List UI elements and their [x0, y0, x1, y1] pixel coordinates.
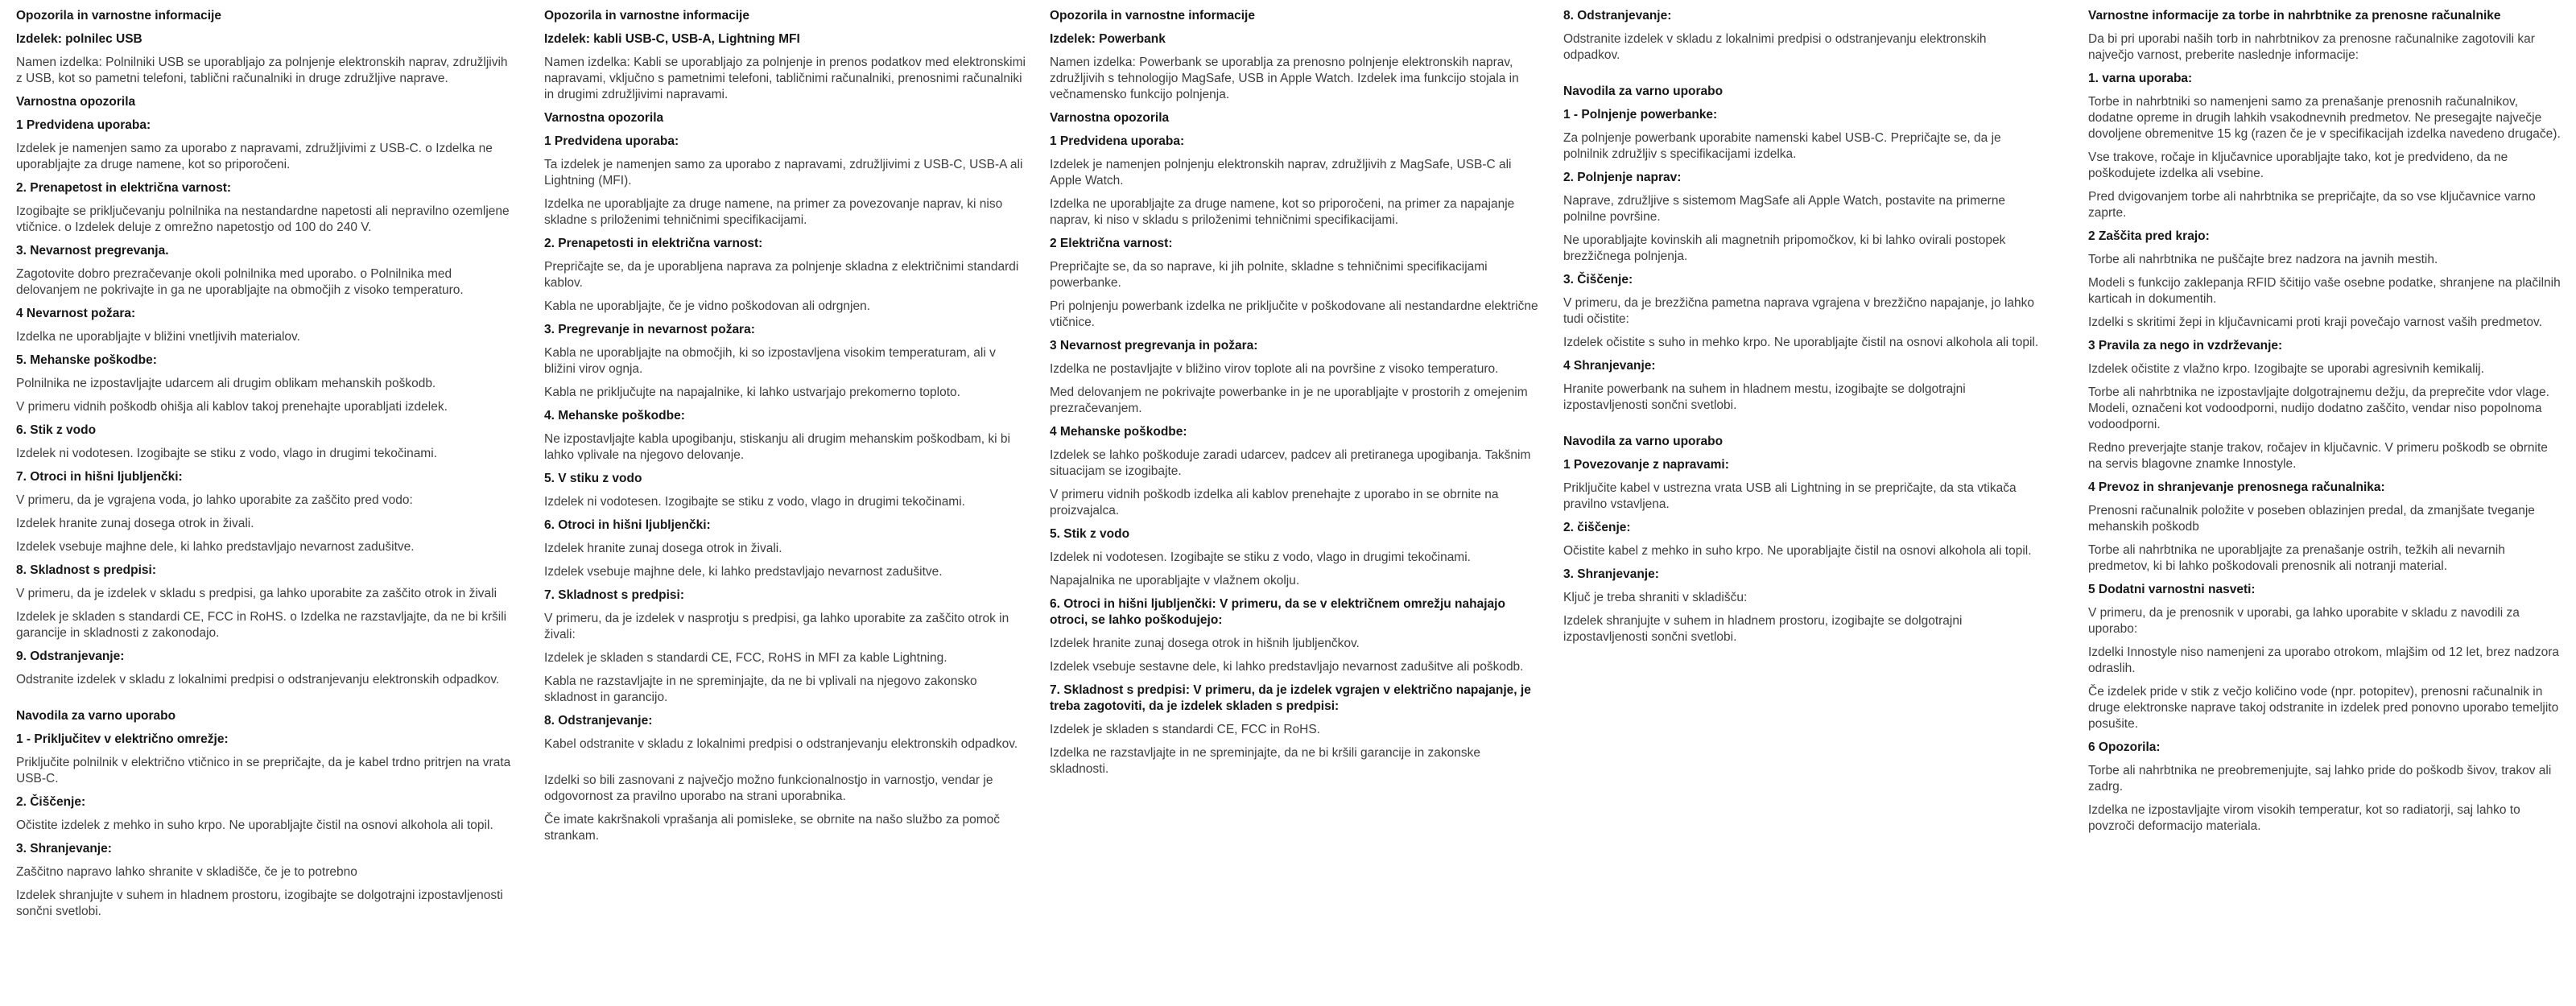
- paragraph: Izdelek je skladen s standardi CE, FCC in RoHS. o Izdelka ne razstavljajte, da ne bi kršili garancije in skladnosti z zakonodajo.: [16, 610, 507, 640]
- paragraph: Prenosni računalnik položite v poseben oblazinjen predal, da zmanjšate tveganje mehanskih poškodb: [2088, 504, 2535, 534]
- paragraph: Odstranite izdelek v skladu z lokalnimi predpisi o odstranjevanju elektronskih odpadkov.: [16, 673, 500, 686]
- section-heading: 6. Otroci in hišni ljubljenčki:: [544, 518, 711, 532]
- section-heading: Varnostna opozorila: [1050, 111, 1170, 125]
- section-heading: Opozorila in varnostne informacije: [544, 9, 749, 23]
- paragraph: Izdelek vsebuje majhne dele, ki lahko predstavljajo nevarnost zadušitve.: [544, 565, 943, 579]
- paragraph: Zagotovite dobro prezračevanje okoli polnilnika med uporabo. o Polnilnika med delovanjem ne pokrivajte in ga ne uporabljajte na območjih z visoko temperaturo.: [16, 267, 464, 297]
- paragraph: Izdelek vsebuje majhne dele, ki lahko predstavljajo nevarnost zadušitve.: [16, 540, 415, 554]
- paragraph: V primeru, da je prenosnik v uporabi, ga lahko uporabite v skladu z navodili za uporabo:: [2088, 606, 2520, 636]
- section-heading: Izdelek: polnilec USB: [16, 32, 142, 46]
- paragraph: Torbe ali nahrbtnika ne puščajte brez nadzora na javnih mestih.: [2088, 253, 2438, 266]
- section-heading: 1 Povezovanje z napravami:: [1563, 458, 1729, 472]
- paragraph: Kabel odstranite v skladu z lokalnimi predpisi o odstranjevanju elektronskih odpadkov.: [544, 737, 1018, 751]
- section-heading: 1 Predvidena uporaba:: [544, 134, 679, 148]
- paragraph: Kabla ne uporabljajte, če je vidno poškodovan ali odrgnjen.: [544, 299, 871, 313]
- section-heading: 3. Nevarnost pregrevanja.: [16, 244, 169, 258]
- paragraph: V primeru, da je vgrajena voda, jo lahko uporabite za zaščito pred vodo:: [16, 493, 413, 507]
- paragraph: Izdelek ni vodotesen. Izogibajte se stiku z vodo, vlago in drugimi tekočinami.: [16, 447, 437, 460]
- paragraph: Namen izdelka: Kabli se uporabljajo za polnjenje in prenos podatkov med elektronskimi napravami, vključno s pametnimi telefoni, tabličnimi računalniki, prenosnimi računalniki in drugimi združljivimi napravami.: [544, 56, 1026, 101]
- paragraph: Izdelek je namenjen polnjenju elektronskih naprav, združljivih z MagSafe, USB-C ali Apple Watch.: [1050, 158, 1512, 188]
- paragraph: Prepričajte se, da je uporabljena naprava za polnjenje skladna z električnimi standardi kablov.: [544, 260, 1019, 290]
- paragraph: Izdelka ne izpostavljajte virom visokih temperatur, kot so radiatorji, saj lahko to povzroči deformacijo materiala.: [2088, 803, 2520, 833]
- paragraph: Izdelek vsebuje sestavne dele, ki lahko predstavljajo nevarnost zadušitve ali poškodb.: [1050, 660, 1524, 674]
- section-heading: 5. Mehanske poškodbe:: [16, 353, 157, 367]
- section-heading: 1 Predvidena uporaba:: [16, 118, 151, 132]
- paragraph: Ključ je treba shraniti v skladišču:: [1563, 591, 1748, 604]
- section-heading: Varnostna opozorila: [544, 111, 664, 125]
- paragraph: Izdelka ne uporabljajte za druge namene, na primer za povezovanje naprav, ki niso skladne s priloženimi tehničnimi specifikacijami.: [544, 197, 1003, 227]
- section-heading: 4 Prevoz in shranjevanje prenosnega računalnika:: [2088, 480, 2385, 494]
- section-gap: [544, 760, 1027, 773]
- paragraph: Namen izdelka: Polnilniki USB se uporabljajo za polnjenje elektronskih naprav, združljivih z USB, kot so pametni telefoni, tablični računalniki in druge združljive naprave.: [16, 56, 508, 85]
- section-heading: Opozorila in varnostne informacije: [16, 9, 221, 23]
- paragraph: Ne izpostavljajte kabla upogibanju, stiskanju ali drugim mehanskim poškodbam, ki bi lahko vplivale na njegovo delovanje.: [544, 432, 1010, 462]
- paragraph: Izdelek shranjujte v suhem in hladnem prostoru, izogibajte se dolgotrajni izpostavljenosti sončni svetlobi.: [16, 888, 503, 918]
- paragraph: Izogibajte se priključevanju polnilnika na nestandardne napetosti ali nepravilno ozemljene vtičnice. o Izdelek deluje z omrežno napetostjo od 100 do 240 V.: [16, 204, 510, 234]
- paragraph: Izdelki s skritimi žepi in ključavnicami proti kraji povečajo varnost vaših predmetov.: [2088, 315, 2542, 329]
- section-heading: 2 Električna varnost:: [1050, 237, 1173, 250]
- section-heading: 3 Pravila za nego in vzdrževanje:: [2088, 339, 2283, 353]
- paragraph: Izdelek je namenjen samo za uporabo z napravami, združljivimi z USB-C. o Izdelka ne uporabljajte za druge namene, kot so priporočeni.: [16, 142, 493, 171]
- section-heading: 2. Prenapetosti in električna varnost:: [544, 237, 763, 250]
- paragraph: Med delovanjem ne pokrivajte powerbanke in je ne uporabljajte v prostorih z omejenim prezračevanjem.: [1050, 385, 1528, 415]
- paragraph: Kabla ne priključujte na napajalnike, ki lahko ustvarjajo prekomerno toploto.: [544, 385, 960, 399]
- section-heading: 4. Mehanske poškodbe:: [544, 409, 685, 423]
- section-heading: 9. Odstranjevanje:: [16, 649, 125, 663]
- section-heading: 1 - Polnjenje powerbanke:: [1563, 108, 1718, 122]
- section-heading: 2. čiščenje:: [1563, 521, 1631, 534]
- paragraph: Izdelek očistite z vlažno krpo. Izogibajte se uporabi agresivnih kemikalij.: [2088, 362, 2484, 376]
- paragraph: Izdelek hranite zunaj dosega otrok in hišnih ljubljenčkov.: [1050, 637, 1360, 650]
- paragraph: Izdelek je skladen s standardi CE, FCC in RoHS.: [1050, 723, 1320, 736]
- column-powerbank: [1050, 8, 1542, 785]
- paragraph: Kabla ne razstavljajte in ne spreminjajte, da ne bi vplivali na njegovo zakonsko skladnost in garancijo.: [544, 674, 977, 704]
- paragraph: Prepričajte se, da so naprave, ki jih polnite, skladne s tehničnimi specifikacijami powerbanke.: [1050, 260, 1488, 290]
- section-gap: [1563, 421, 2046, 434]
- paragraph: Izdelek hranite zunaj dosega otrok in živali.: [544, 542, 782, 555]
- section-heading: 1 Predvidena uporaba:: [1050, 134, 1185, 148]
- paragraph: Če imate kakršnakoli vprašanja ali pomisleke, se obrnite na našo službo za pomoč strankam.: [544, 813, 1001, 843]
- paragraph: Očistite izdelek z mehko in suho krpo. Ne uporabljajte čistil na osnovi alkohola ali topil.: [16, 818, 493, 832]
- paragraph: V primeru, da je izdelek v skladu s predpisi, ga lahko uporabite za zaščito otrok in živali: [16, 587, 497, 600]
- paragraph: V primeru vidnih poškodb izdelka ali kablov prenehajte z uporabo in se obrnite na proizvajalca.: [1050, 488, 1499, 517]
- paragraph: Zaščitno napravo lahko shranite v skladišče, če je to potrebno: [16, 865, 357, 879]
- section-heading: 8. Odstranjevanje:: [1563, 9, 1672, 23]
- paragraph: Torbe ali nahrbtnika ne izpostavljajte dolgotrajnemu dežju, da preprečite vdor vlage. Modeli, označeni kot vodoodporni, nudijo dodatno zaščito, vendar niso popolnoma vodoodporni.: [2088, 385, 2549, 431]
- paragraph: Priključite polnilnik v električno vtičnico in se prepričajte, da je kabel trdno pritrjen na vrata USB-C.: [16, 756, 511, 785]
- column-usb-charger: [16, 8, 511, 927]
- section-heading: 6. Stik z vodo: [16, 423, 97, 437]
- paragraph: V primeru vidnih poškodb ohišja ali kablov takoj prenehajte uporabljati izdelek.: [16, 400, 448, 414]
- section-heading: 2. Prenapetost in električna varnost:: [16, 181, 232, 195]
- paragraph: Izdelek ni vodotesen. Izogibajte se stiku z vodo, vlago in drugimi tekočinami.: [544, 495, 965, 509]
- section-heading: 1 - Priključitev v električno omrežje:: [16, 732, 229, 746]
- section-heading: 4 Mehanske poškodbe:: [1050, 425, 1187, 439]
- paragraph: Očistite kabel z mehko in suho krpo. Ne uporabljajte čistil na osnovi alkohola ali topil.: [1563, 544, 2032, 558]
- section-heading: 2 Zaščita pred krajo:: [2088, 229, 2210, 243]
- paragraph: Izdelka ne uporabljajte za druge namene, kot so priporočeni, na primer za napajanje naprav, ki niso v skladu s priloženimi tehničnimi specifikacijami.: [1050, 197, 1515, 227]
- paragraph: Redno preverjajte stanje trakov, ročajev in ključavnic. V primeru poškodb se obrnite na servis blagovne znamke Innostyle.: [2088, 441, 2548, 471]
- paragraph: Izdelki Innostyle niso namenjeni za uporabo otrokom, mlajšim od 12 let, brez nadzora odraslih.: [2088, 645, 2560, 675]
- section-heading: Izdelek: kabli USB-C, USB-A, Lightning MFI: [544, 32, 800, 46]
- section-gap: [16, 695, 511, 708]
- section-heading: 3 Nevarnost pregrevanja in požara:: [1050, 339, 1258, 353]
- paragraph: Hranite powerbank na suhem in hladnem mestu, izogibajte se dolgotrajni izpostavljenosti sončni svetlobi.: [1563, 382, 1966, 412]
- paragraph: Namen izdelka: Powerbank se uporablja za prenosno polnjenje elektronskih naprav, združljivih s tehnologijo MagSafe, USB in Apple Watch. Izdelek ima funkcijo stojala in večnamensko funkcijo polnjenja.: [1050, 56, 1519, 101]
- paragraph: Naprave, združljive s sistemom MagSafe ali Apple Watch, postavite na primerne polnilne površine.: [1563, 194, 2006, 224]
- paragraph: Torbe in nahrbtniki so namenjeni samo za prenašanje prenosnih računalnikov, dodatne opreme in drugih lahkih vsakodnevnih predmetov. Ne presegajte največje dovoljene obremenitve 15 kg (razen če je v specifikacijah izdelka navedeno drugače).: [2088, 95, 2561, 141]
- section-heading: Varnostna opozorila: [16, 95, 136, 109]
- section-heading: 3. Shranjevanje:: [1563, 567, 1659, 581]
- paragraph: Ne uporabljajte kovinskih ali magnetnih pripomočkov, ki bi lahko ovirali postopek brezžičnega polnjenja.: [1563, 233, 2006, 263]
- section-heading: 5. Stik z vodo: [1050, 527, 1130, 541]
- section-heading: 3. Shranjevanje:: [16, 842, 112, 856]
- paragraph: Torbe ali nahrbtnika ne preobremenjujte, saj lahko pride do poškodb šivov, trakov ali zadrg.: [2088, 764, 2552, 794]
- paragraph: Napajalnika ne uporabljajte v vlažnem okolju.: [1050, 574, 1300, 588]
- paragraph: Polnilnika ne izpostavljajte udarcem ali drugim oblikam mehanskih poškodb.: [16, 377, 436, 390]
- paragraph: Izdelek je skladen s standardi CE, FCC, RoHS in MFI za kable Lightning.: [544, 651, 947, 665]
- paragraph: Da bi pri uporabi naših torb in nahrbtnikov za prenosne računalnike zagotovili kar največjo varnost, preberite naslednje informacije:: [2088, 32, 2535, 62]
- section-heading: 5 Dodatni varnostni nasveti:: [2088, 583, 2256, 596]
- paragraph: Izdelek se lahko poškoduje zaradi udarcev, padcev ali pretiranega upogibanja. Takšnim situacijam se izogibajte.: [1050, 448, 1531, 478]
- section-heading: Navodila za varno uporabo: [1563, 85, 1724, 98]
- section-heading: Opozorila in varnostne informacije: [1050, 9, 1255, 23]
- section-heading: 3. Pregrevanje in nevarnost požara:: [544, 323, 755, 336]
- paragraph: Odstranite izdelek v skladu z lokalnimi predpisi o odstranjevanju elektronskih odpadkov.: [1563, 32, 1987, 62]
- column-cables: [544, 8, 1027, 851]
- paragraph: Torbe ali nahrbtnika ne uporabljajte za prenašanje ostrih, težkih ali nevarnih predmetov, ki bi lahko poškodovali prenosnik ali notranji material.: [2088, 543, 2505, 573]
- paragraph: Izdelek shranjujte v suhem in hladnem prostoru, izogibajte se dolgotrajni izpostavljenosti sončni svetlobi.: [1563, 614, 1963, 644]
- section-heading: 6 Opozorila:: [2088, 740, 2161, 754]
- section-heading: 7. Skladnost s predpisi: V primeru, da je izdelek vgrajen v električno napajanje, je treba zagotoviti, da je izdelek skladen s predpisi:: [1050, 683, 1531, 713]
- section-heading: 8. Odstranjevanje:: [544, 714, 653, 728]
- section-heading: 2. Čiščenje:: [16, 795, 86, 809]
- paragraph: Izdelek hranite zunaj dosega otrok in živali.: [16, 517, 254, 530]
- section-heading: Navodila za varno uporabo: [16, 709, 176, 723]
- section-heading: Varnostne informacije za torbe in nahrbtnike za prenosne računalnike: [2088, 9, 2501, 23]
- section-gap: [1563, 71, 2046, 84]
- paragraph: Pri polnjenju powerbank izdelka ne priključite v poškodovane ali nestandardne električne vtičnice.: [1050, 299, 1538, 329]
- section-heading: 7. Skladnost s predpisi:: [544, 588, 684, 602]
- column-laptop-bags: [2088, 8, 2563, 842]
- section-heading: 3. Čiščenje:: [1563, 273, 1633, 287]
- paragraph: Izdelka ne uporabljajte v bližini vnetljivih materialov.: [16, 330, 300, 344]
- section-heading: 4 Nevarnost požara:: [16, 307, 136, 320]
- paragraph: Modeli s funkcijo zaklepanja RFID ščitijo vaše osebne podatke, shranjene na plačilnih karticah in dokumentih.: [2088, 276, 2561, 306]
- section-heading: Navodila za varno uporabo: [1563, 435, 1724, 448]
- section-heading: 2. Polnjenje naprav:: [1563, 171, 1682, 184]
- paragraph: Pred dvigovanjem torbe ali nahrbtnika se prepričajte, da so vse ključavnice varno zaprte.: [2088, 190, 2536, 220]
- column-powerbank-usage: [1563, 8, 2046, 653]
- paragraph: Izdelka ne postavljajte v bližino virov toplote ali na površine z visoko temperaturo.: [1050, 362, 1499, 376]
- paragraph: Izdelki so bili zasnovani z največjo možno funkcionalnostjo in varnostjo, vendar je odgovornost za pravilno uporabo na strani uporabnika.: [544, 773, 993, 803]
- section-heading: 1. varna uporaba:: [2088, 72, 2193, 85]
- section-heading: Izdelek: Powerbank: [1050, 32, 1166, 46]
- section-heading: 6. Otroci in hišni ljubljenčki: V primeru, da se v električnem omrežju nahajajo otroci, se lahko poškodujejo:: [1050, 597, 1505, 627]
- paragraph: Vse trakove, ročaje in ključavnice uporabljajte tako, kot je predvideno, da ne poškodujete izdelka ali vsebine.: [2088, 150, 2508, 180]
- paragraph: Kabla ne uporabljajte na območjih, ki so izpostavljena visokim temperaturam, ali v bližini virov ognja.: [544, 346, 996, 376]
- section-heading: 7. Otroci in hišni ljubljenčki:: [16, 470, 183, 484]
- section-heading: 8. Skladnost s predpisi:: [16, 563, 156, 577]
- paragraph: Če izdelek pride v stik z večjo količino vode (npr. potopitev), prenosni računalnik in druge elektronske naprave takoj odstranite in izdelek pred ponovno uporabo temeljito posušite.: [2088, 685, 2559, 731]
- paragraph: V primeru, da je brezžična pametna naprava vgrajena v brezžično napajanje, jo lahko tudi očistite:: [1563, 296, 2035, 326]
- paragraph: Za polnjenje powerbank uporabite namenski kabel USB-C. Prepričajte se, da je polnilnik združljiv s specifikacijami izdelka.: [1563, 131, 2001, 161]
- section-heading: 5. V stiku z vodo: [544, 472, 642, 485]
- paragraph: Izdelek ni vodotesen. Izogibajte se stiku z vodo, vlago in drugimi tekočinami.: [1050, 550, 1471, 564]
- paragraph: Izdelek očistite s suho in mehko krpo. Ne uporabljajte čistil na osnovi alkohola ali topil.: [1563, 336, 2039, 349]
- paragraph: Izdelka ne razstavljajte in ne spreminjajte, da ne bi kršili garancije in zakonske skladnosti.: [1050, 746, 1481, 776]
- paragraph: V primeru, da je izdelek v nasprotju s predpisi, ga lahko uporabite za zaščito otrok in živali:: [544, 612, 1009, 641]
- section-heading: 4 Shranjevanje:: [1563, 359, 1656, 373]
- paragraph: Ta izdelek je namenjen samo za uporabo z napravami, združljivimi z USB-C, USB-A ali Lightning (MFI).: [544, 158, 1023, 188]
- paragraph: Priključite kabel v ustrezna vrata USB ali Lightning in se prepričajte, da sta vtikača pravilno vstavljena.: [1563, 481, 2017, 511]
